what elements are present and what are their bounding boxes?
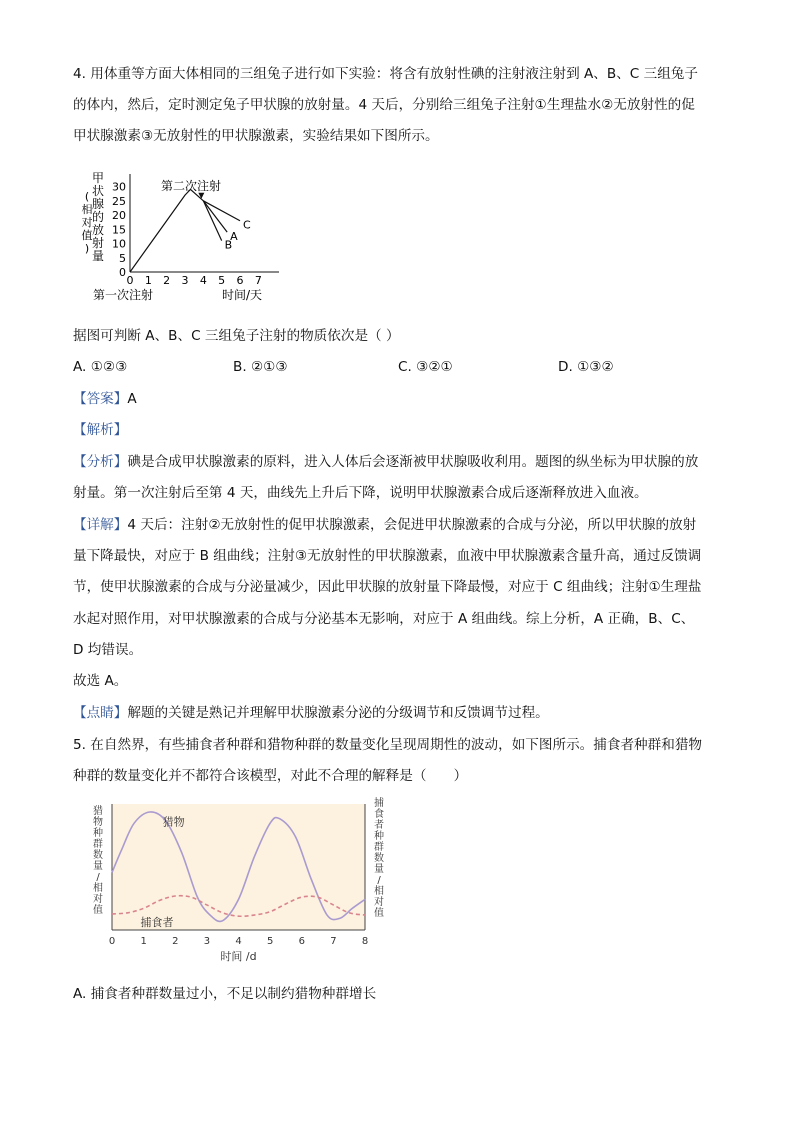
- ylabel-char: 放: [91, 223, 105, 237]
- analysis-tag: [73, 420, 127, 440]
- x-tick-label: 6: [298, 936, 305, 947]
- x-tick-label: 2: [172, 936, 179, 947]
- left-ylabel-char: 群: [93, 839, 103, 850]
- x-tick-label: 4: [235, 936, 242, 947]
- x-axis-label: 时间 /d: [220, 950, 257, 963]
- dianjing-tag: 【点睛】: [73, 705, 128, 721]
- thyroid-radioactivity-chart: [81, 168, 295, 308]
- xiangjie-text-1: 4 天后：注射②无放射性的促甲状腺激素，会促进甲状腺激素的合成与分泌，所以甲状腺的放射: [127, 517, 697, 533]
- q4-option-d: D. ①③②: [558, 359, 614, 375]
- x-tick-label: 1: [144, 274, 152, 287]
- dianjing-line: [73, 703, 549, 723]
- right-ylabel-char: 数: [374, 853, 384, 864]
- q4-option-c: C. ③②①: [398, 359, 453, 375]
- right-ylabel-char: 对: [374, 897, 384, 908]
- left-ylabel-char: /: [96, 872, 100, 883]
- x-tick-label: 7: [254, 274, 262, 287]
- y-tick-label: 25: [112, 194, 126, 208]
- plot-background: [112, 804, 365, 930]
- x-tick-label: 3: [181, 274, 189, 287]
- y-tick-label: 10: [112, 237, 126, 251]
- right-ylabel-char: 食: [374, 809, 384, 820]
- xiangjie-line-1: [73, 515, 696, 535]
- q4-question: 据图可判断 A、B、C 三组兔子注射的物质依次是（ ）: [73, 328, 400, 344]
- y-tick-label: 15: [112, 223, 126, 237]
- right-ylabel-char: 者: [374, 820, 384, 831]
- xiangjie-tag: 【详解】: [73, 517, 128, 533]
- right-ylabel-char: /: [377, 875, 381, 886]
- x-tick-label: 2: [163, 274, 171, 287]
- series-label-B: B: [224, 238, 233, 252]
- y-tick-label: 0: [119, 266, 126, 279]
- q4-stem-line-1: 4. 用体重等方面大体相同的三组兔子进行如下实验：将含有放射性碘的注射液注射到 A、B、C 三组兔子: [73, 66, 698, 82]
- q5-option-a: A. 捕食者种群数量过小，不足以制约猎物种群增长: [73, 986, 377, 1002]
- left-ylabel-char: 值: [93, 905, 103, 916]
- right-ylabel-char: 值: [374, 908, 384, 919]
- ylabel-unit-char: ): [84, 242, 90, 255]
- series-label-C: C: [243, 218, 251, 232]
- y-tick-label: 5: [119, 251, 126, 265]
- xiangjie-line-4: 水起对照作用，对甲状腺激素的合成与分泌基本无影响，对应于 A 组曲线。综上分析，A 正确，B、C、: [73, 611, 695, 627]
- x-tick-label: 0: [108, 936, 116, 947]
- dianjing-text: 解题的关键是熟记并理解甲状腺激素分泌的分级调节和反馈调节过程。: [127, 705, 549, 721]
- ylabel-char: 的: [91, 210, 105, 224]
- x-tick-label: 5: [218, 274, 226, 287]
- x-tick-label: 3: [203, 936, 211, 947]
- answer-value: A: [127, 391, 137, 407]
- answer-tag: 【答案】: [73, 391, 128, 407]
- right-ylabel-char: 捕: [374, 798, 384, 809]
- fenxi-line-1: [73, 452, 698, 472]
- ylabel-unit-char: 值: [81, 229, 93, 242]
- series-label-prey: 猎物: [162, 815, 185, 829]
- second-injection-label: 第二次注射: [161, 179, 222, 193]
- xiangjie-line-3: 节，使甲状腺激素的合成与分泌量减少，因此甲状腺的放射量下降最慢，对应于 C 组曲线；注射①生理盐: [73, 579, 702, 595]
- first-injection-label: 第一次注射: [93, 288, 154, 302]
- x-tick-label: 5: [266, 936, 274, 947]
- q4-answer-row: [73, 389, 137, 409]
- left-ylabel-char: 猎: [93, 806, 103, 817]
- ylabel-char: 射: [91, 236, 105, 250]
- fenxi-tag: 【分析】: [73, 454, 128, 470]
- x-tick-label: 4: [199, 274, 207, 287]
- ylabel-unit-char: 对: [81, 216, 93, 229]
- ylabel-char: 甲: [91, 171, 105, 185]
- series-line-C: [203, 201, 240, 221]
- left-ylabel-char: 种: [93, 828, 103, 839]
- right-ylabel-char: 群: [374, 842, 384, 853]
- left-ylabel-char: 对: [93, 894, 103, 905]
- analysis-tag-text: 【解析】: [73, 422, 128, 438]
- ylabel-unit-char: (: [84, 190, 90, 203]
- left-ylabel-char: 数: [93, 850, 103, 861]
- fenxi-line-2: 射量。第一次注射后至第 4 天，曲线先上升后下降，说明甲状腺激素合成后逐渐释放进入血液。: [73, 485, 648, 501]
- x-tick-label: 0: [126, 274, 134, 287]
- predator-prey-chart: [80, 798, 410, 973]
- x-tick-label: 6: [236, 274, 244, 287]
- left-ylabel-char: 量: [93, 861, 103, 872]
- left-ylabel-char: 相: [93, 883, 103, 894]
- q4-stem-line-3: 甲状腺激素③无放射性的甲状腺激素，实验结果如下图所示。: [73, 128, 439, 144]
- right-ylabel-char: 相: [374, 886, 384, 897]
- series-label-A: A: [230, 230, 238, 244]
- q5-stem-line-1: 5. 在自然界，有些捕食者种群和猎物种群的数量变化呈现周期性的波动，如下图所示。捕食者种群和猎物: [73, 737, 703, 753]
- q4-option-a: A. ①②③: [73, 359, 128, 375]
- x-tick-label: 7: [330, 936, 337, 947]
- y-tick-label: 20: [112, 209, 126, 223]
- rise-curve: [130, 189, 203, 272]
- q4-option-b: B. ②①③: [233, 359, 288, 375]
- xiangjie-line-5: D 均错误。: [73, 642, 143, 658]
- left-ylabel-char: 物: [93, 817, 103, 828]
- y-tick-label: 30: [112, 180, 126, 194]
- ylabel-char: 量: [91, 249, 105, 263]
- ylabel-char: 状: [91, 184, 105, 198]
- conclusion: 故选 A。: [73, 673, 128, 689]
- q4-stem-line-2: 的体内，然后，定时测定兔子甲状腺的放射量。4 天后，分别给三组兔子注射①生理盐水②无放射性的促: [73, 97, 695, 113]
- fenxi-text-1: 碘是合成甲状腺激素的原料，进入人体后会逐渐被甲状腺吸收利用。题图的纵坐标为甲状腺的放: [127, 454, 699, 470]
- series-label-predator: 捕食者: [140, 916, 174, 930]
- x-axis-label: 时间/天: [222, 288, 263, 302]
- q5-stem-line-2: 种群的数量变化并不都符合该模型，对此不合理的解释是（ ）: [73, 768, 468, 784]
- ylabel-char: 腺: [91, 197, 105, 211]
- right-ylabel-char: 种: [374, 831, 384, 842]
- ylabel-unit-char: 相: [81, 203, 93, 216]
- xiangjie-line-2: 量下降最快，对应于 B 组曲线；注射③无放射性的甲状腺激素，血液中甲状腺激素含量升高，通过反馈调: [73, 548, 702, 564]
- right-ylabel-char: 量: [374, 864, 384, 875]
- x-tick-label: 8: [361, 936, 369, 947]
- x-tick-label: 1: [140, 936, 147, 947]
